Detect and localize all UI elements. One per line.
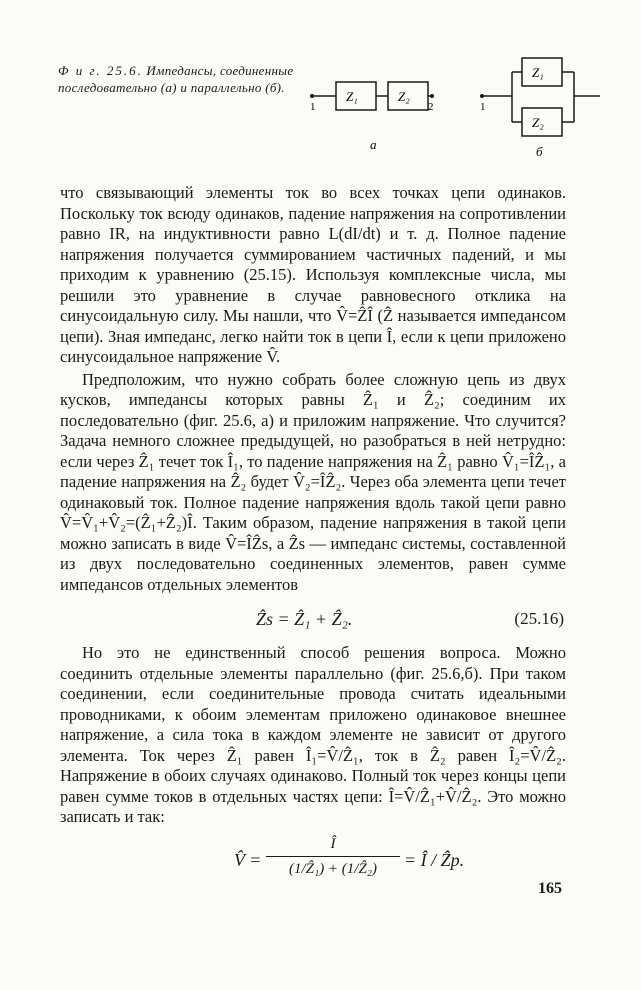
figure-label: Ф и г. 25.6. — [58, 63, 143, 78]
parallel-z1-label: Z₁ — [532, 65, 544, 80]
figure-caption-text: Импедансы, соединенные последовательно (а) и параллельно (б). — [58, 63, 294, 95]
series-circuit — [310, 82, 434, 152]
circuit-figure — [300, 40, 610, 160]
paragraph-1: что связывающий элементы ток во всех точках цепи одинаков. Поскольку ток всюду одинаков, падение напряжения на сопротивлении равно IR, на индуктивности равно L(dI/dt) и т. д. Полное падение напряжения получается суммированием частичных падений, и мы приходим к уравнению (25.15). Используя комплексные числа, мы решили это уравнение в случае равновесного отклика на синусоидальную силу. Мы нашли, что V̂=ẐÎ (Ẑ называется импедансом цепи). Зная импеданс, легко найти ток в цепи Î, если к цепи приложено синусоидальное напряжение V̂. — [60, 183, 566, 366]
series-sublabel: а — [370, 137, 377, 152]
equation-parallel — [60, 832, 566, 892]
series-terminal-1: 1 — [310, 101, 316, 113]
equation-25-16 — [60, 605, 566, 635]
parallel-terminal-1: 1 — [480, 101, 486, 113]
equation-parallel-fraction — [266, 834, 400, 880]
equation-25-16-body: Ẑs = Ẑ₁ + Ẑ₂. — [256, 609, 353, 629]
parallel-z2-label: Z₂ — [532, 115, 544, 130]
series-z1-label: Z₁ — [346, 89, 358, 104]
body-text — [60, 183, 566, 892]
paragraph-3: Но это не единственный способ решения вопроса. Можно соединить отдельные элементы параллельно (фиг. 25.6,б). При таком соединении, если соединительные провода считать идеальными проводниками, к обоим элементам приложено одинаковое внешнее напряжение, а сила тока в каждом элементе не зависит от другого элемента. Ток через Ẑ₁ равен Î₁=V̂/Ẑ₁, ток в Ẑ₂ равен Î₂=V̂/Ẑ₂. Напряжение в обоих случаях одинаково. Полный ток через концы цепи равен сумме токов в отдельных частях цепи: Î=V̂/Ẑ₁+V̂/Ẑ₂. Это можно записать и так: — [60, 643, 566, 826]
equation-parallel-rhs: = Î / Ẑp. — [404, 849, 465, 870]
equation-parallel-denominator: (1/Ẑ₁) + (1/Ẑ₂) — [288, 861, 378, 877]
page-number: 165 — [538, 880, 562, 897]
series-terminal-2: 2 — [428, 101, 434, 113]
paragraph-2: Предположим, что нужно собрать более сложную цепь из двух кусков, импедансы которых равны Ẑ₁ и Ẑ₂; соединим их последовательно (фиг. 25.6, а) и приложим напряжение. Что случится? Задача немного сложнее предыдущей, но разобраться в ней нетрудно: если через Ẑ₁ течет ток Î₁, то падение напряжения на Ẑ₁ равно V̂₁=ÎẐ₁, а падение напряжения на Ẑ₂ будет V̂₂=ÎẐ₂. Через оба элемента цепи течет одинаковый ток. Полное падение напряжения вдоль такой цепи равно V̂=V̂₁+V̂₂=(Ẑ₁+Ẑ₂)Î. Таким образом, падение напряжения в такой цепи можно записать в виде V̂=ÎẐs, а Ẑs — импеданс системы, составленной из двух последовательно соединенных элементов, равен сумме импедансов отдельных элементов — [60, 369, 566, 594]
equation-parallel-lhs: V̂ = — [234, 849, 262, 870]
parallel-sublabel: б — [536, 144, 543, 159]
figure-caption — [58, 62, 298, 96]
equation-25-16-number: (25.16) — [514, 609, 564, 628]
equation-parallel-numerator: Î — [266, 834, 400, 858]
parallel-circuit — [480, 58, 600, 159]
series-z2-label: Z₂ — [398, 89, 410, 104]
